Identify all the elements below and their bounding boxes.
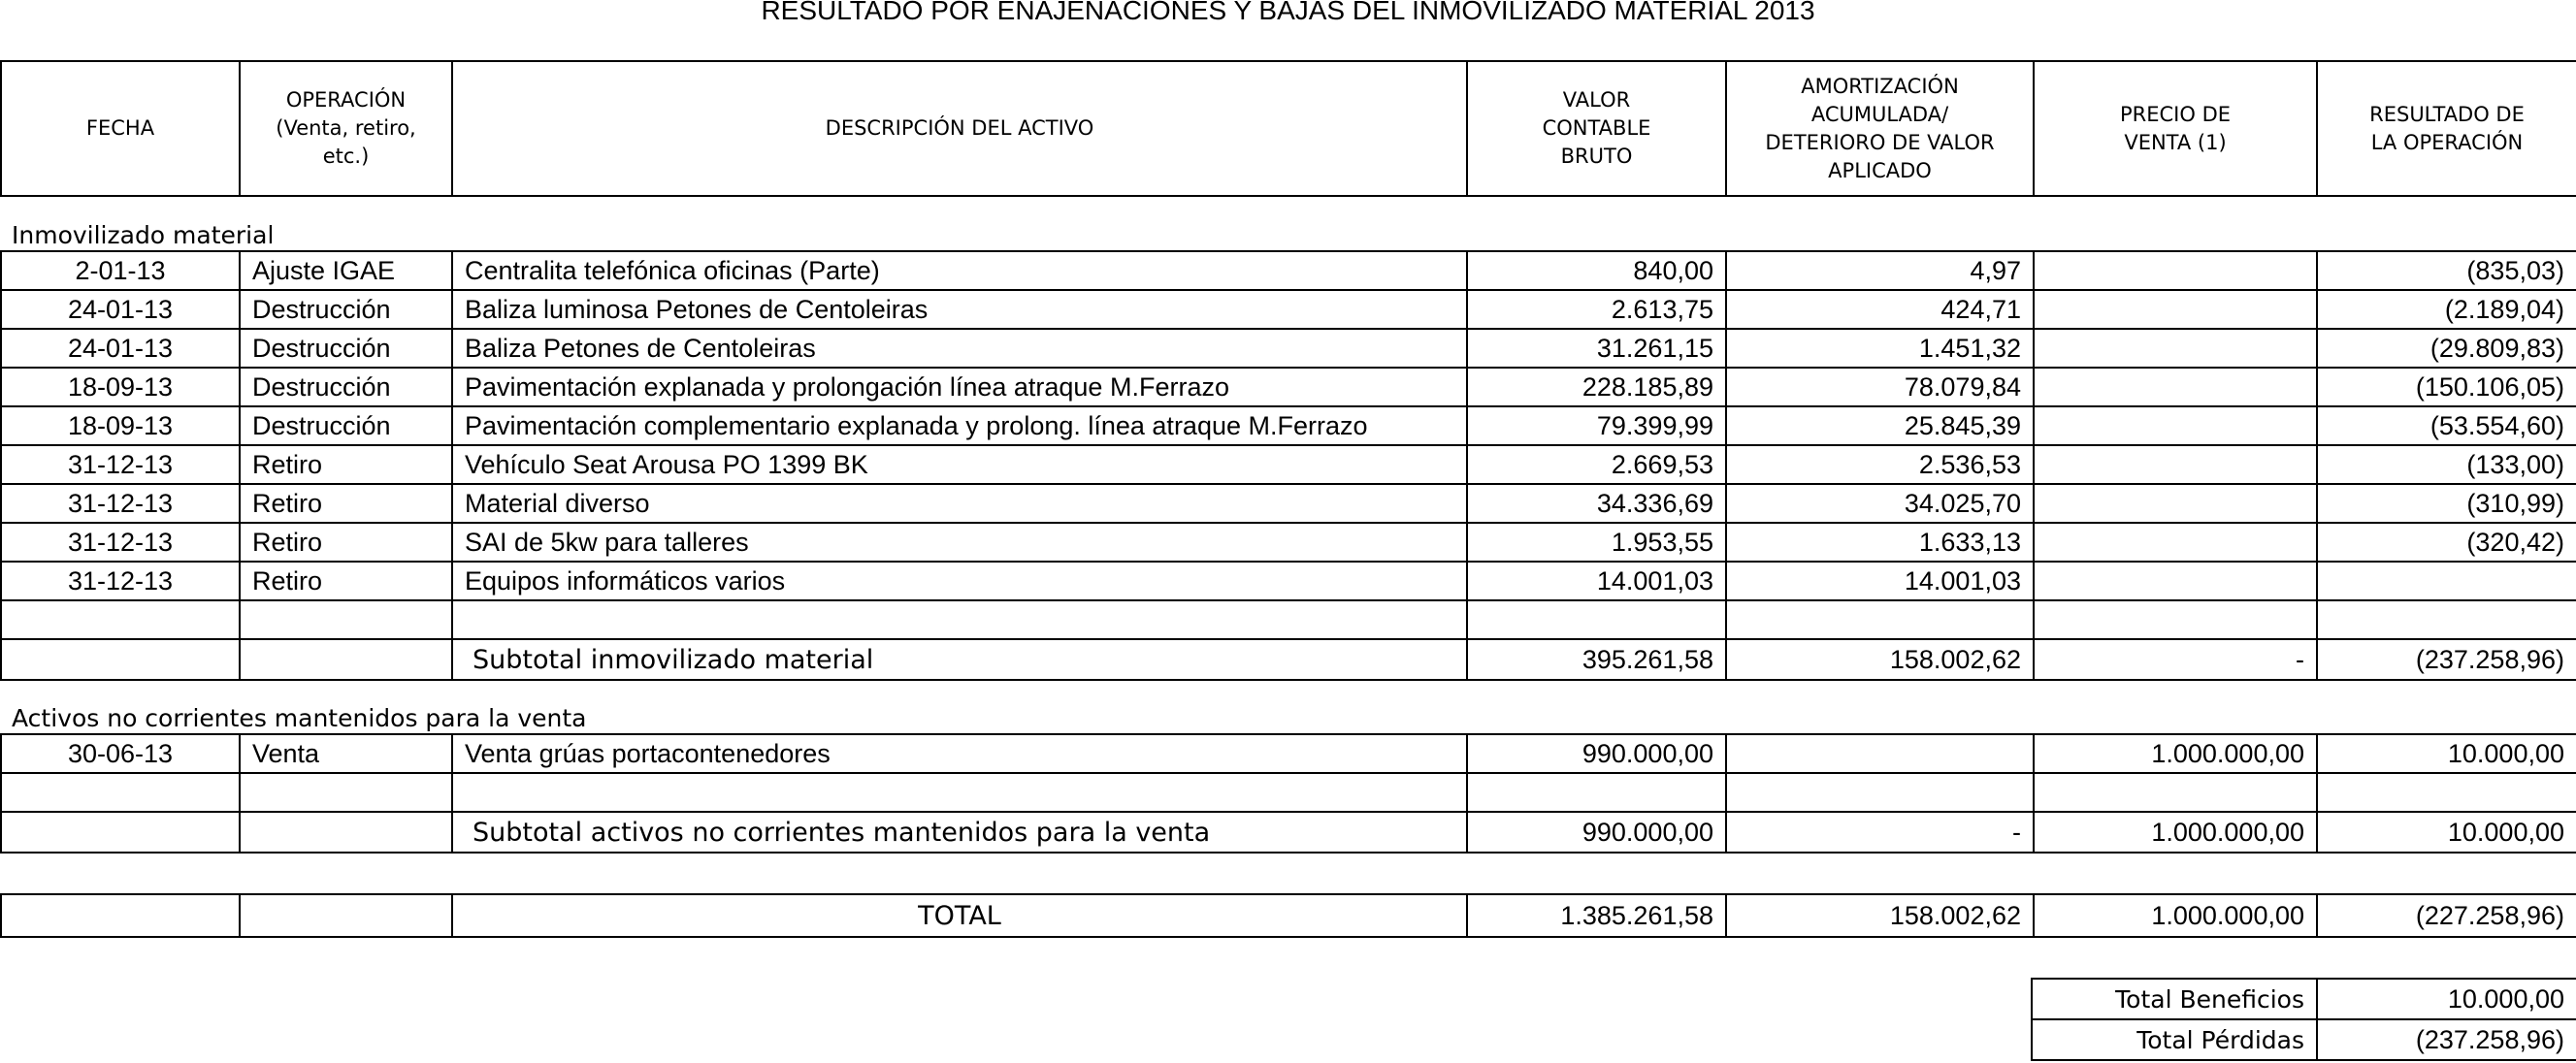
total-row: TOTAL 1.385.261,58 158.002,62 1.000.000,00 (227.258,96) xyxy=(1,894,2576,937)
table-row: 31-12-13 Retiro Material diverso 34.336,69 34.025,70 (310,99) xyxy=(1,484,2576,523)
table-row: 2-01-13 Ajuste IGAE Centralita telefónica oficinas (Parte) 840,00 4,97 (835,03) xyxy=(1,251,2576,290)
section-label-activos-venta: Activos no corrientes mantenidos para la venta xyxy=(12,704,587,732)
summary-table xyxy=(2031,978,2576,1061)
section-label-inmovilizado: Inmovilizado material xyxy=(12,221,275,249)
header-table xyxy=(0,60,2576,197)
table-row-empty xyxy=(1,600,2576,639)
subtotal-row-activos-venta: Subtotal activos no corrientes mantenidos para la venta 990.000,00 - 1.000.000,00 10.000,00 xyxy=(1,812,2576,853)
header-fecha: FECHA xyxy=(1,61,240,196)
header-operacion: OPERACIÓN (Venta, retiro, etc.) xyxy=(240,61,452,196)
header-valor: VALOR CONTABLE BRUTO xyxy=(1467,61,1726,196)
table-row: 18-09-13 Destrucción Pavimentación complementario explanada y prolong. línea atraque M.Ferrazo 79.399,99 25.845,39 (53.554,60) xyxy=(1,406,2576,445)
summary-row-perdidas: Total Pérdidas (237.258,96) xyxy=(2032,1019,2576,1060)
header-amortizacion: AMORTIZACIÓN ACUMULADA/ DETERIORO DE VALOR APLICADO xyxy=(1726,61,2034,196)
table-row: 24-01-13 Destrucción Baliza Petones de Centoleiras 31.261,15 1.451,32 (29.809,83) xyxy=(1,329,2576,368)
table-activos-venta xyxy=(0,733,2576,854)
table-row: 30-06-13 Venta Venta grúas portacontenedores 990.000,00 1.000.000,00 10.000,00 xyxy=(1,734,2576,773)
header-precio: PRECIO DE VENTA (1) xyxy=(2034,61,2317,196)
table-row: 31-12-13 Retiro Equipos informáticos varios 14.001,03 14.001,03 xyxy=(1,562,2576,600)
table-inmovilizado xyxy=(0,250,2576,681)
document-title: RESULTADO POR ENAJENACIONES Y BAJAS DEL INMOVILIZADO MATERIAL 2013 xyxy=(761,0,1815,25)
header-descripcion: DESCRIPCIÓN DEL ACTIVO xyxy=(452,61,1467,196)
header-resultado: RESULTADO DE LA OPERACIÓN xyxy=(2317,61,2576,196)
subtotal-row-inmovilizado: Subtotal inmovilizado material 395.261,58 158.002,62 - (237.258,96) xyxy=(1,639,2576,680)
table-total xyxy=(0,893,2576,938)
summary-row-beneficios: Total Beneficios 10.000,00 xyxy=(2032,979,2576,1019)
table-row: 31-12-13 Retiro Vehículo Seat Arousa PO 1399 BK 2.669,53 2.536,53 (133,00) xyxy=(1,445,2576,484)
table-row-empty xyxy=(1,773,2576,812)
table-row: 31-12-13 Retiro SAI de 5kw para talleres 1.953,55 1.633,13 (320,42) xyxy=(1,523,2576,562)
table-row: 24-01-13 Destrucción Baliza luminosa Petones de Centoleiras 2.613,75 424,71 (2.189,04) xyxy=(1,290,2576,329)
table-row: 18-09-13 Destrucción Pavimentación explanada y prolongación línea atraque M.Ferrazo 228.185,89 78.079,84 (150.106,05) xyxy=(1,368,2576,406)
